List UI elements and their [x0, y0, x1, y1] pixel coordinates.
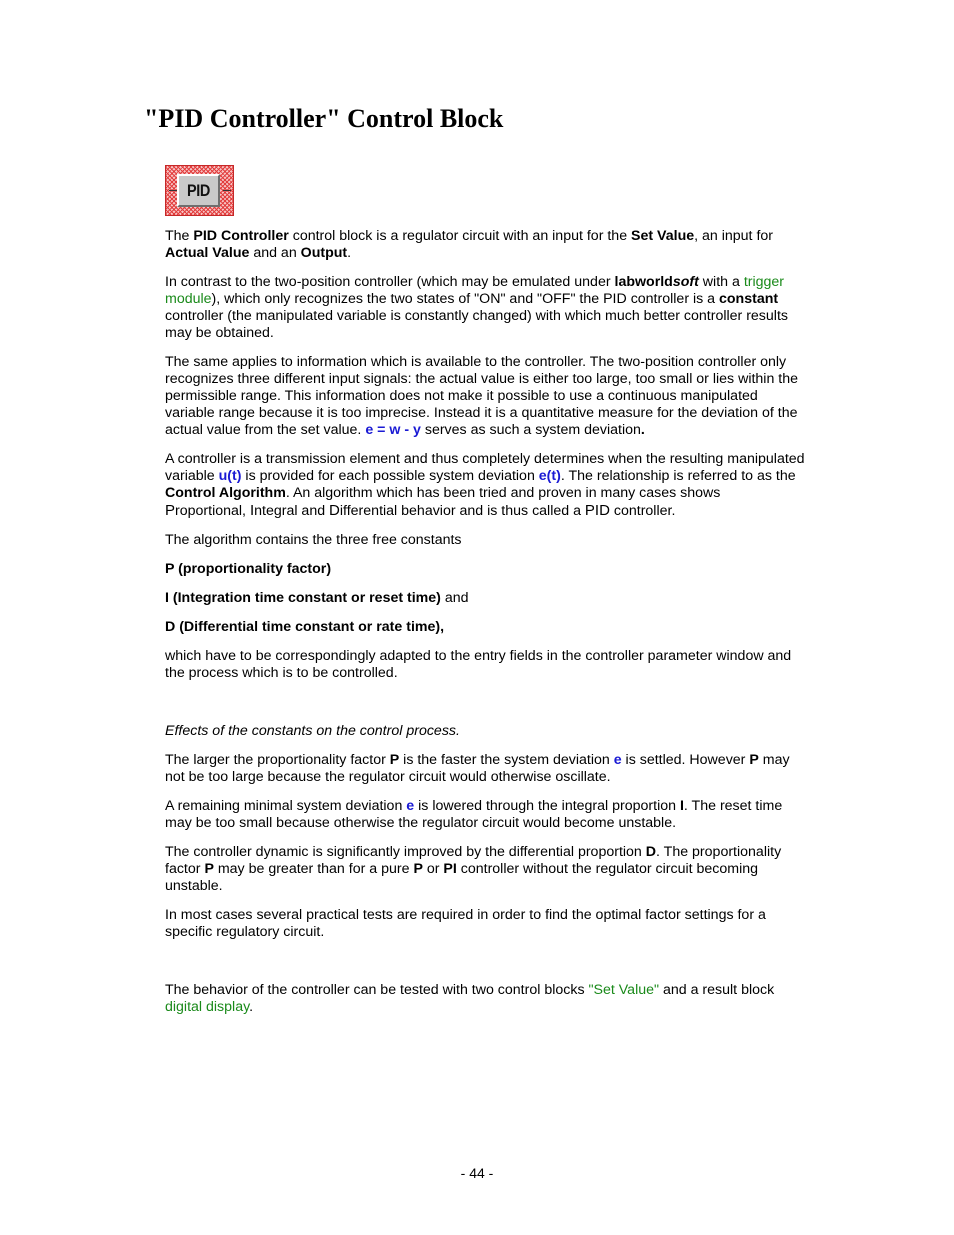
integral-paragraph: A remaining minimal system deviation e is lowered through the integral proportion I. The reset time may be too small because otherwise the regulator circuit would become unstable. — [165, 798, 783, 831]
proportional-paragraph: The larger the proportionality factor P is the faster the system deviation e is settled. However P may not be too large because the regulator circuit would otherwise oscillate. — [165, 752, 790, 785]
output-pin — [223, 190, 231, 191]
pid-icon-label: PID — [187, 180, 210, 200]
effects-heading: Effects of the constants on the control process. — [165, 723, 460, 739]
pid-block-icon — [165, 165, 234, 216]
constant-d: D (Differential time constant or rate time), — [165, 619, 445, 635]
contrast-paragraph: In contrast to the two-position controller (which may be emulated under labworldsoft with a trigger module), which only recognizes the two states of "ON" and "OFF" the PID controller is a constant controller (the manipulated variable is constantly changed) with which much better controller results may be obtained. — [165, 274, 788, 341]
trigger-module-link[interactable]: trigger module — [165, 274, 785, 307]
differential-paragraph: The controller dynamic is significantly improved by the differential proportion D. The proportionality factor P may be greater than for a pure P or PI controller without the regulator circuit becoming unstable. — [165, 844, 782, 894]
page-number: - 44 - — [460, 1165, 494, 1181]
constants-intro: The algorithm contains the three free constants — [165, 532, 462, 548]
digital-display-link[interactable]: digital display — [165, 999, 250, 1015]
information-paragraph: The same applies to information which is available to the controller. The two-position controller only recognizes three different input signals: the actual value is either too large, too small or lies within the permissible range. This information does not make it possible to use a continuous manipulated variable range because it is too imprecise. Instead it is a quantitative measure for the deviation of the actual value from the set value. e = w - y serves as such a system deviation. — [165, 354, 799, 438]
pid-button — [177, 174, 220, 207]
practical-tests-paragraph: In most cases several practical tests are required in order to find the optimal factor settings for a specific regulatory circuit. — [165, 907, 766, 940]
algorithm-paragraph: A controller is a transmission element and thus completely determines when the resulting manipulated variable u(t) is provided for each possible system deviation e(t). The relationship is referred to as the Control Algorithm. An algorithm which has been tried and proven in many cases shows Proportional, Integral and Differential behavior and is thus called a PID controller. — [165, 451, 805, 519]
page-title: "PID Controller" Control Block — [144, 104, 504, 133]
constant-i: I (Integration time constant or reset time) and — [165, 590, 469, 606]
input-pin — [169, 190, 177, 191]
body-text — [165, 228, 805, 1028]
testing-paragraph: The behavior of the controller can be tested with two control blocks "Set Value" and a result block digital display. — [165, 982, 775, 1015]
set-value-link[interactable]: "Set Value" — [588, 982, 660, 998]
adaptation-paragraph: which have to be correspondingly adapted to the entry fields in the controller parameter window and the process which is to be controlled. — [165, 648, 792, 681]
constant-p: P (proportionality factor) — [165, 561, 332, 577]
intro-paragraph: The PID Controller control block is a regulator circuit with an input for the Set Value, an input for Actual Value and an Output. — [165, 228, 773, 261]
deviation-formula: e = w - y — [365, 422, 421, 438]
